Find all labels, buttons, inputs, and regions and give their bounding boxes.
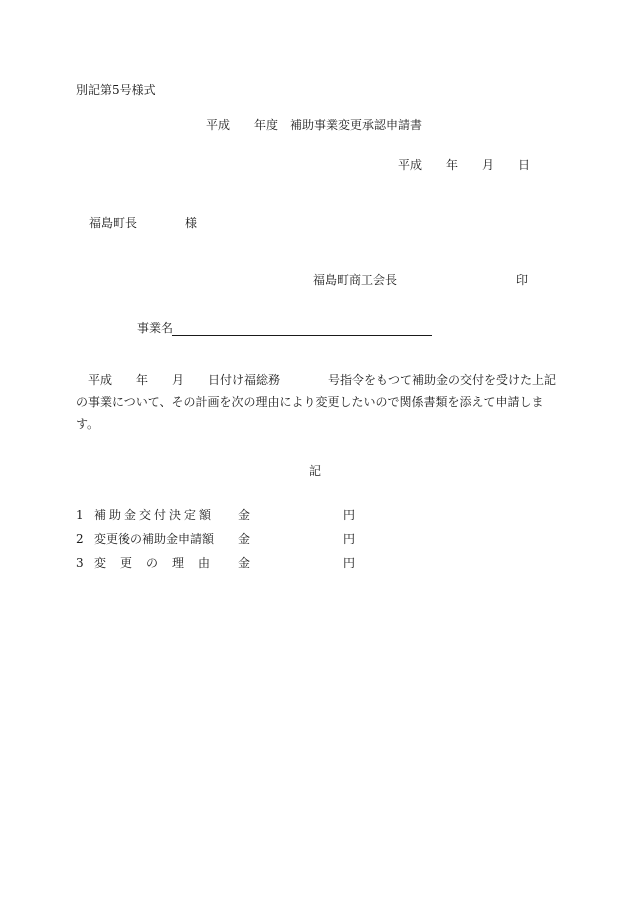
item-list <box>76 508 366 580</box>
item-label: 変更の理由 <box>94 556 225 570</box>
ki-heading: 記 <box>309 464 322 478</box>
item-number: 2 <box>76 532 84 546</box>
document-title: 平成 年度 補助事業変更承認申請書 <box>206 118 423 132</box>
addressee: 福島町長 様 <box>89 216 198 230</box>
project-name-field-line <box>172 335 432 336</box>
list-item <box>76 556 366 570</box>
date-line: 平成 年 月 日 <box>398 158 531 172</box>
item-kin: 金 <box>238 508 251 522</box>
seal-mark: 印 <box>516 273 529 287</box>
request-body-text: 平成 年 月 日付け福総務 号指令をもつて補助金の交付を受けた上記の事業について、その計画を次の理由により変更したいので関係書類を添えて申請します。 <box>76 373 557 431</box>
list-item <box>76 508 366 522</box>
item-label: 補助金交付決定額 <box>94 508 215 522</box>
item-yen: 円 <box>343 556 356 570</box>
item-number: 3 <box>76 556 84 570</box>
list-item <box>76 532 366 546</box>
item-yen: 円 <box>343 532 356 546</box>
item-kin: 金 <box>238 532 251 546</box>
item-label: 変更後の補助金申請額 <box>94 532 215 546</box>
item-kin: 金 <box>238 556 251 570</box>
item-number: 1 <box>76 508 84 522</box>
form-number: 別記第5号様式 <box>76 83 156 97</box>
sender-name: 福島町商工会長 <box>313 273 398 287</box>
project-name-label: 事業名 <box>137 321 174 335</box>
item-yen: 円 <box>343 508 356 522</box>
